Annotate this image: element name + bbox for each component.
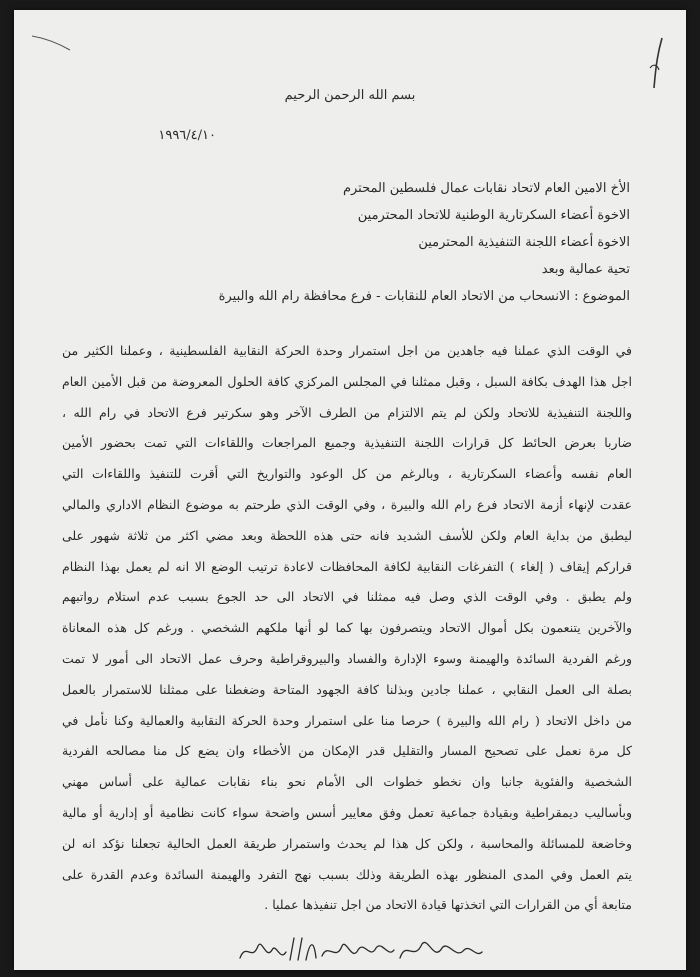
body-line: ضاربا بعرض الحائط كل قرارات اللجنة التنفيذية وجميع المراجعات واللقاءات التي تمت بحضور الأمين [62, 435, 632, 451]
letter-date: ١٩٩٦/٤/١٠ [158, 128, 216, 143]
body-line: من داخل الاتحاد ( رام الله والبيرة ) حرصا منا على استمرار وحدة الحركة النقابية والعمالية وكنا نأمل في [62, 712, 632, 728]
subject-line: الموضوع : الانسحاب من الاتحاد العام للنقابات - فرع محافظة رام الله والبيرة [218, 289, 630, 304]
body-line: بصلة الى العمل النقابي ، عملنا جادين وبذلنا كافة الجهود المتاحة وضغطنا على ممثلنا للاستمرار بالعمل [62, 681, 632, 697]
body-line: يتم العمل وفي المدى المنظور بهذه الطريقة وذلك بسبب نهج التفرد والهيمنة السائدة وعدم القدرة على [62, 866, 632, 882]
body-line: العام نفسه وأعضاء السكرتارية ، وبالرغم من كل الوعود والتواريخ التي أقرت للتنفيذ واللقاءات التي [62, 466, 632, 482]
body-line: ورغم الفردية السائدة والهيمنة وسوء الإدارة والفساد والبيروقراطية وحرف عمل الاتحاد الى أمور لا تمت [62, 650, 632, 666]
body-line: كل مرة نعمل على تصحيح المسار والتقليل قدر الإمكان من الأخطاء وان يضع كل منا مصالحه الفردية [62, 743, 632, 759]
letter-page [14, 10, 686, 970]
body-line: واللجنة التنفيذية للاتحاد ولكن لم يتم الالتزام من الطرف الآخر وهو سكرتير فرع الاتحاد في رام الله ، [62, 404, 632, 420]
recipients-block [70, 175, 630, 310]
body-line: في الوقت الذي عملنا فيه جاهدين من اجل استمرار وحدة الحركة النقابية الفلسطينية ، وعملنا الكثير من [62, 343, 632, 358]
body-line: اجل هذا الهدف بكافة السبل ، وقبل ممثلنا في المجلس المركزي كافة الحلول المعروضة من قبل الأمين العام [62, 373, 632, 389]
recipient-line: الأخ الامين العام لاتحاد نقابات عمال فلسطين المحترم [342, 181, 630, 196]
body-line: عقدت لإنهاء أزمة الاتحاد فرع رام الله والبيرة ، وفي الوقت الذي طرحتم به موضوع النظام الاداري والمالي [62, 496, 632, 512]
body-line: الشخصية والفئوية جانبا وان نخطو خطوات الى الأمام نحو بناء نقابات عمالية على أساس مهني [62, 774, 632, 790]
body-line: ولم يطبق . وفي الوقت الذي وصل فيه ممثلنا في الاتحاد الى حد الجوع بسبب عدم استلام رواتبهم [62, 589, 632, 605]
body-line: وبأساليب ديمقراطية وبقيادة جماعية تعمل وفق معايير أسس واضحة سواء كانت نظامية أو إدارية أو مالية [62, 804, 632, 820]
body-line: ليطبق من بداية العام ولكن للأسف الشديد فانه حتى هذه اللحظة وبعد مضي اكثر من ثلاثة شهور على [62, 527, 632, 543]
recipient-line: الاخوة أعضاء اللجنة التنفيذية المحترمين [418, 235, 630, 250]
letter-content [14, 10, 686, 970]
basmala-heading: بسم الله الرحمن الرحيم [284, 88, 416, 103]
body-line: والآخرين يتنعمون بكل أموال الاتحاد ويتصرفون بها كما لو أنها ملكهم الشخصي . ورغم كل هذه المعاناة [62, 620, 632, 636]
body-line: وخاضعة للمسائلة والمحاسبة ، ولكن كل هذا لم يحدث واستمرار طريقة العمل الحالية تجعلنا نؤكد انه لن [62, 835, 632, 851]
letter-body [62, 336, 632, 921]
body-line: متابعة أي من القرارات التي اتخذتها قيادة الاتحاد من اجل تنفيذها عمليا . [264, 897, 632, 913]
handwritten-signatures [236, 932, 486, 968]
recipient-line: الاخوة أعضاء السكرتارية الوطنية للاتحاد المحترمين [357, 208, 630, 223]
greeting-line: تحية عمالية وبعد [541, 262, 630, 277]
body-line: قراركم إيقاف ( إلغاء ) التفرغات النقابية لكافة المحافظات لاعادة ترتيب الوضع الا انه لم يعمل بهذا النظام [62, 558, 632, 574]
